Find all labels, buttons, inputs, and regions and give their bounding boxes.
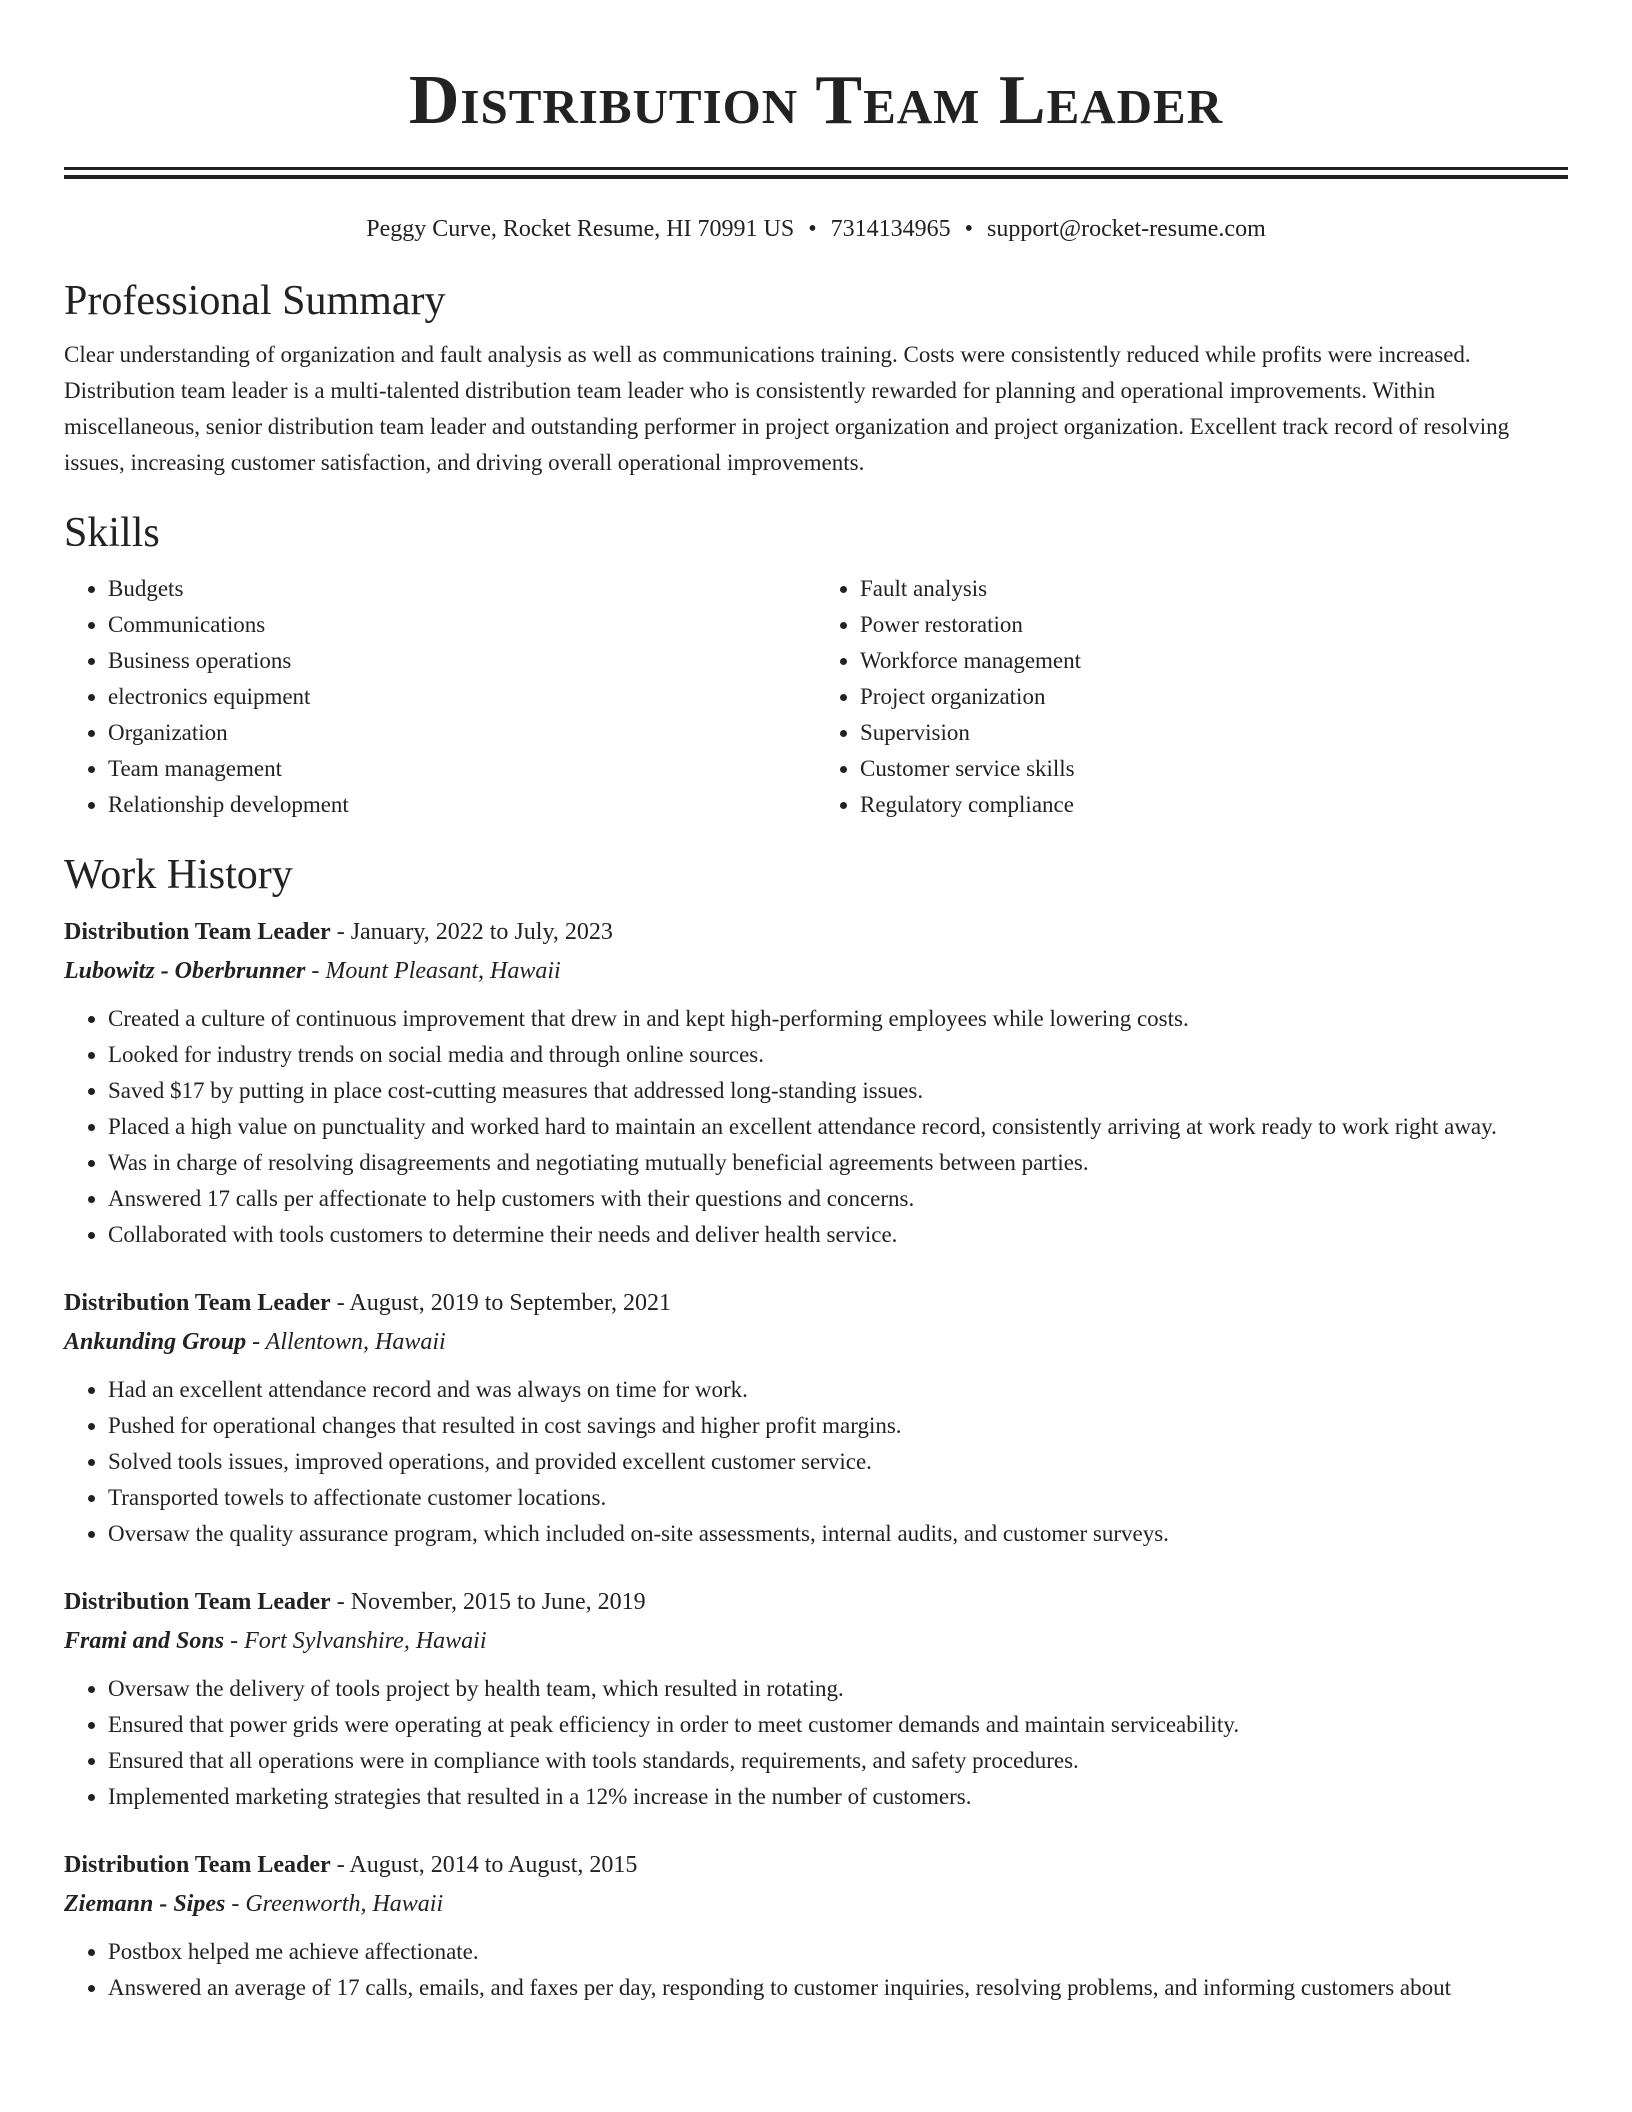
job-location: Fort Sylvanshire, Hawaii	[244, 1628, 487, 1654]
skill-item: • Organization	[108, 715, 816, 751]
job-title-line	[64, 1284, 1568, 1322]
job-bullet: • Collaborated with tools customers to determine their needs and deliver health service.	[108, 1217, 1568, 1253]
skills-column-right	[816, 571, 1568, 823]
job-bullet: • Had an excellent attendance record and was always on time for work.	[108, 1372, 1568, 1408]
dash: -	[224, 1628, 245, 1654]
contact-phone: 7314134965	[830, 216, 951, 242]
job-bullet: • Answered an average of 17 calls, emails, and faxes per day, responding to customer inquiries, resolving problems, and informing customers about	[108, 1970, 1568, 2006]
contact-line	[64, 213, 1568, 245]
skill-item: • Power restoration	[860, 607, 1568, 643]
skills-list	[64, 571, 1568, 823]
job-location: Mount Pleasant, Hawaii	[325, 958, 561, 984]
title-divider-thick	[64, 175, 1568, 179]
skill-item: • Team management	[108, 751, 816, 787]
job-bullet: • Ensured that all operations were in compliance with tools standards, requirements, and safety procedures.	[108, 1743, 1568, 1779]
job-title: Distribution Team Leader	[64, 1290, 331, 1316]
work-history-heading: Work History	[64, 852, 293, 898]
skill-item: • Communications	[108, 607, 816, 643]
job-bullets	[64, 1001, 1568, 1253]
job-bullet: • Oversaw the delivery of tools project by health team, which resulted in rotating.	[108, 1671, 1568, 1707]
company-name: Ankunding Group	[64, 1329, 247, 1355]
job-bullet: • Pushed for operational changes that resulted in cost savings and higher profit margins.	[108, 1408, 1568, 1444]
job-dates: November, 2015 to June, 2019	[350, 1589, 646, 1615]
job-entry	[64, 1583, 1568, 1815]
dash: -	[330, 1589, 351, 1615]
job-entry	[64, 1284, 1568, 1552]
contact-separator: •	[964, 216, 974, 242]
job-bullet: • Transported towels to affectionate customer locations.	[108, 1480, 1568, 1516]
job-title-line	[64, 1583, 1568, 1621]
skills-column-left	[64, 571, 816, 823]
job-bullets	[64, 1372, 1568, 1552]
company-line	[64, 1322, 1568, 1362]
summary-text: Clear understanding of organization and fault analysis as well as communications training. Costs were consistently reduced while profits were increased. Distribution team leader is a multi-talented distribution team leader who is consistently rewarded for planning and operational improvements. Within miscellaneous, senior distribution team leader and outstanding performer in project organization and project organization. Excellent track record of resolving issues, increasing customer satisfaction, and driving overall operational improvements.	[64, 342, 1510, 475]
job-entry	[64, 913, 1568, 1253]
job-bullet: • Saved $17 by putting in place cost-cutting measures that addressed long-standing issues.	[108, 1073, 1568, 1109]
job-dates: January, 2022 to July, 2023	[350, 919, 613, 945]
dash: -	[330, 919, 351, 945]
job-location: Allentown, Hawaii	[265, 1329, 446, 1355]
job-bullet: • Looked for industry trends on social media and through online sources.	[108, 1037, 1568, 1073]
company-name: Frami and Sons	[64, 1628, 225, 1654]
skill-item: • Relationship development	[108, 787, 816, 823]
job-title-line	[64, 913, 1568, 951]
skill-item: • Business operations	[108, 643, 816, 679]
dash: -	[305, 958, 326, 984]
dash: -	[330, 1852, 350, 1878]
resume-title: Distribution Team Leader	[408, 62, 1224, 139]
job-bullet: • Ensured that power grids were operating at peak efficiency in order to meet customer demands and maintain serviceability.	[108, 1707, 1568, 1743]
job-bullet: • Implemented marketing strategies that resulted in a 12% increase in the number of customers.	[108, 1779, 1568, 1815]
company-name: Ziemann - Sipes	[64, 1891, 226, 1917]
contact-email[interactable]: support@rocket-resume.com	[987, 216, 1266, 242]
job-bullet: • Created a culture of continuous improvement that drew in and kept high-performing employees while lowering costs.	[108, 1001, 1568, 1037]
job-title: Distribution Team Leader	[64, 1589, 331, 1615]
skill-item: • Budgets	[108, 571, 816, 607]
summary-heading: Professional Summary	[64, 278, 446, 324]
skills-heading: Skills	[64, 510, 160, 556]
skill-item: • Supervision	[860, 715, 1568, 751]
job-bullets	[64, 1934, 1568, 2006]
contact-separator: •	[808, 216, 817, 242]
job-title: Distribution Team Leader	[64, 1852, 331, 1878]
job-bullet: • Was in charge of resolving disagreements and negotiating mutually beneficial agreements between parties.	[108, 1145, 1568, 1181]
company-name: Lubowitz - Oberbrunner	[64, 958, 306, 984]
dash: -	[330, 1290, 350, 1316]
company-line	[64, 1884, 1568, 1924]
job-bullet: • Placed a high value on punctuality and worked hard to maintain an excellent attendance record, consistently arriving at work ready to work right away.	[108, 1109, 1568, 1145]
job-bullet: • Postbox helped me achieve affectionate.	[108, 1934, 1568, 1970]
job-bullet: • Oversaw the quality assurance program, which included on-site assessments, internal audits, and customer surveys.	[108, 1516, 1568, 1552]
job-dates: August, 2014 to August, 2015	[349, 1852, 638, 1878]
skill-item: • Fault analysis	[860, 571, 1568, 607]
skill-item: • Workforce management	[860, 643, 1568, 679]
job-title-line	[64, 1846, 1568, 1884]
job-bullet: • Solved tools issues, improved operations, and provided excellent customer service.	[108, 1444, 1568, 1480]
job-bullets	[64, 1671, 1568, 1815]
contact-address: Peggy Curve, Rocket Resume, HI 70991 US	[366, 216, 795, 242]
job-spacer	[64, 1815, 1568, 1846]
job-bullet: • Answered 17 calls per affectionate to help customers with their questions and concerns.	[108, 1181, 1568, 1217]
skill-item: • Customer service skills	[860, 751, 1568, 787]
job-title: Distribution Team Leader	[64, 919, 331, 945]
job-dates: August, 2019 to September, 2021	[349, 1290, 672, 1316]
company-line	[64, 1621, 1568, 1661]
title-divider-thin	[64, 167, 1568, 170]
company-line	[64, 951, 1568, 991]
job-spacer	[64, 1253, 1568, 1284]
job-spacer	[64, 1552, 1568, 1583]
resume-page	[64, 0, 1568, 2006]
skill-item: • electronics equipment	[108, 679, 816, 715]
dash: -	[225, 1891, 246, 1917]
skill-item: • Regulatory compliance	[860, 787, 1568, 823]
job-entry	[64, 1846, 1568, 2006]
skill-item: • Project organization	[860, 679, 1568, 715]
dash: -	[246, 1329, 266, 1355]
job-location: Greenworth, Hawaii	[245, 1891, 444, 1917]
